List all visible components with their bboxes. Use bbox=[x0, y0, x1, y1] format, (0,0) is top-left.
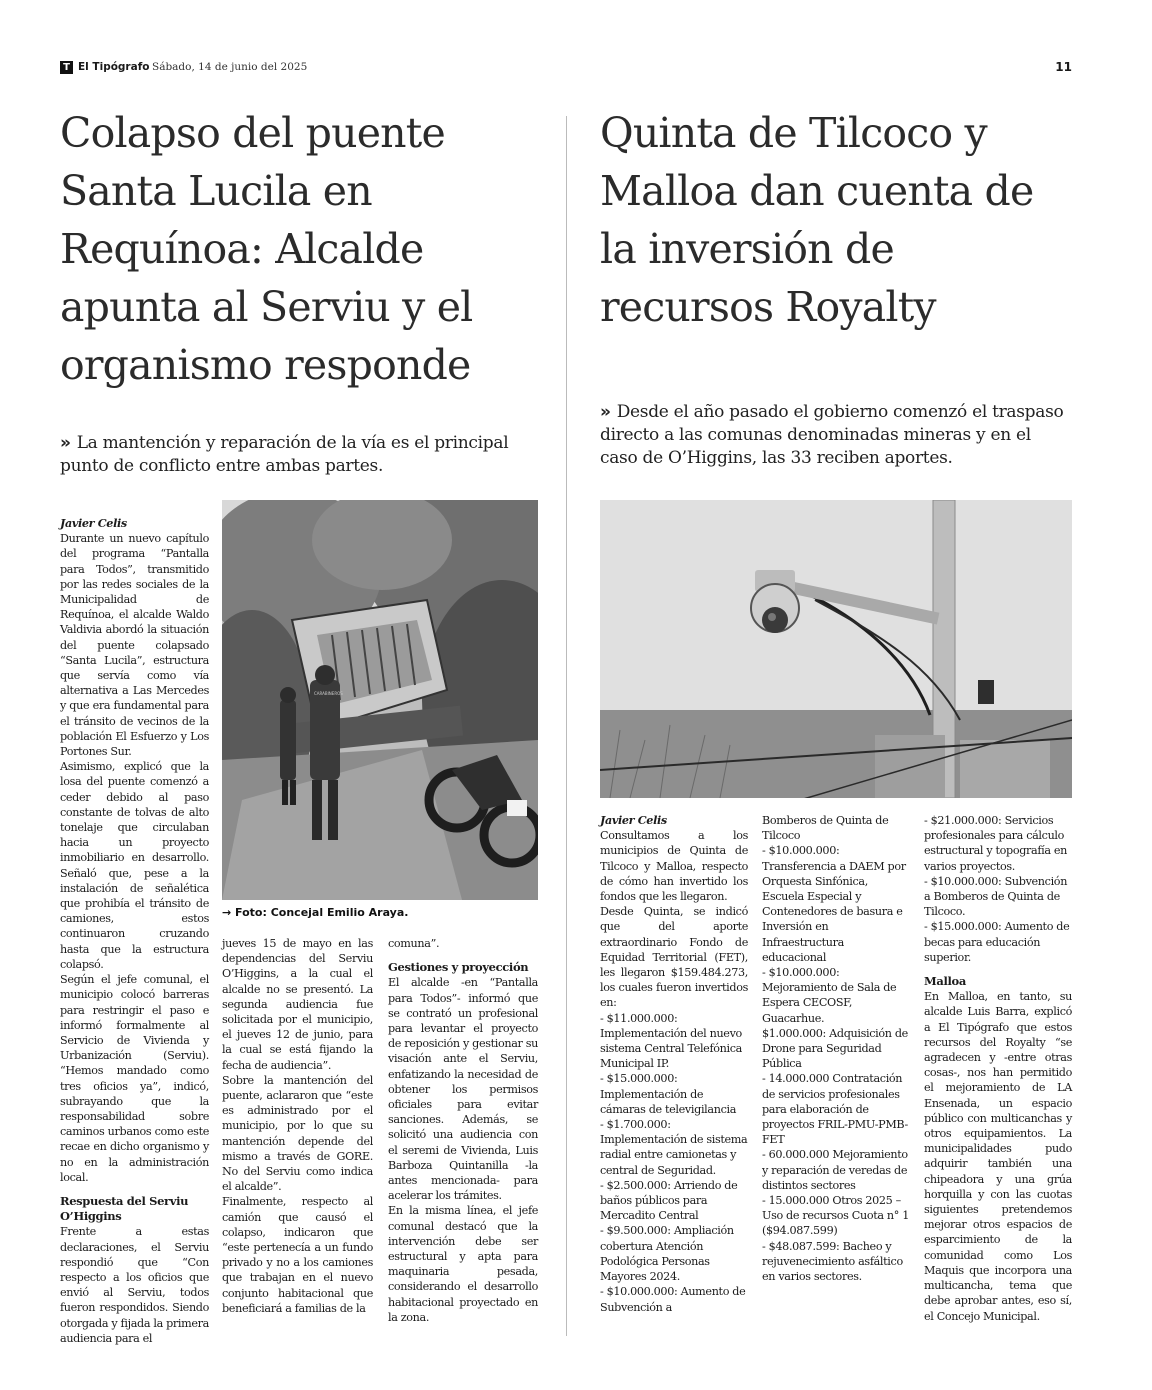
right-column-2 bbox=[762, 813, 910, 1284]
investment-item: - 15.000.000 Otros 2025 – Uso de recursos Cuota n° 1 ($94.087.599) bbox=[762, 1194, 909, 1238]
paragraph: Sobre la mantención del puente, aclararon que “este es administrado por el municipio, por lo que su mantención depende del mismo a través de GORE. No del Serviu como indica el alcalde”. bbox=[222, 1073, 373, 1194]
paragraph: Asimismo, explicó que la losa del puente comenzó a ceder debido al paso constante de tolvas de alto tonelaje que circulaban hacia un proyecto inmobiliario en desarrollo. Señaló que, pese a la instalación de señalética que prohibía el tránsito de camiones, estos continuaron cruzando hasta que la estructura colapsó. bbox=[60, 760, 209, 971]
investment-item: - $9.500.000: Ampliación cobertura Atención Podológica Personas Mayores 2024. bbox=[600, 1224, 734, 1284]
right-deck bbox=[600, 401, 1072, 470]
investment-item: - 60.000.000 Mejoramiento y reparación de veredas de distintos sectores bbox=[762, 1148, 908, 1192]
paragraph: Finalmente, respecto al camión que causó el colapso, indicaron que “este pertenecía a un fundo privado y no a los camiones que trabajan en el nuevo conjunto habitacional que beneficiará a familias de la bbox=[222, 1195, 373, 1315]
issue-date: Sábado, 14 de junio del 2025 bbox=[152, 61, 308, 73]
bridge-collapse-photo bbox=[222, 500, 538, 900]
left-deck bbox=[60, 432, 535, 478]
deck-marker-icon: » bbox=[60, 433, 71, 453]
left-deck-text: La mantención y reparación de la vía es el principal punto de conflicto entre ambas partes. bbox=[60, 433, 509, 476]
investment-item: - $10.000.000: Aumento de Subvención a bbox=[600, 1285, 746, 1314]
paragraph: Frente a estas declaraciones, el Serviu respondió que “Con respecto a los oficios que envió al Serviu, todos fueron respondidos. Siendo otorgada y fijada la primera audiencia para el bbox=[60, 1225, 209, 1345]
right-deck-text: Desde el año pasado el gobierno comenzó el traspaso directo a las comunas denominadas mineras y en el caso de O’Higgins, las 33 reciben aportes. bbox=[600, 402, 1064, 468]
investment-item: - $11.000.000: Implementación del nuevo sistema Central Telefónica Municipal IP. bbox=[600, 1011, 742, 1071]
paragraph: Según el jefe comunal, el municipio colocó barreras para restringir el paso e informó formalmente al Servicio de Vivienda y Urbanización (Serviu). “Hemos mandado como tres oficios ya”, indicó, subrayando que la responsabilidad sobre caminos urbanos como este recae en dicho organismo y no en la administración local. bbox=[60, 973, 209, 1184]
investment-item: - $15.000.000: Aumento de becas para educación superior. bbox=[924, 920, 1070, 964]
investment-item: - $10.000.000: Transferencia a DAEM por Orquesta Sinfónica, Escuela Especial y Contenedores de basura e Inversión en Infraestructura educacional bbox=[762, 844, 906, 964]
deck-marker-icon: » bbox=[600, 402, 611, 422]
publication-logo-icon: T bbox=[60, 61, 73, 74]
paragraph: Consultamos a los municipios de Quinta de Tilcoco y Malloa, respecto de cómo han invertido los fondos que les llegaron. bbox=[600, 829, 748, 904]
investment-item: - $21.000.000: Servicios profesionales para cálculo estructural y topografía en varios proyectos. bbox=[924, 814, 1068, 873]
investment-item: - $1.700.000: Implementación de sistema radial entre camionetas y central de Seguridad. bbox=[600, 1118, 748, 1177]
right-column-1 bbox=[600, 813, 748, 1315]
investment-item: - $10.000.000: Subvención a Bomberos de Quinta de Tilcoco. bbox=[924, 874, 1068, 919]
paragraph: Desde Quinta, se indicó que del aporte extraordinario Fondo de Equidad Territorial (FET), les llegaron $159.484.273, los cuales fueron invertidos en: bbox=[600, 905, 748, 1010]
page-number: 11 bbox=[1055, 60, 1072, 74]
right-byline: Javier Celis bbox=[600, 813, 667, 827]
subhead-management: Gestiones y proyección bbox=[388, 960, 529, 975]
paragraph: En la misma línea, el jefe comunal destacó que la intervención debe ser estructural y apta para maquinaria pesada, considerando el desarrollo habitacional proyectado en la zona. bbox=[388, 1204, 538, 1324]
subhead-malloa: Malloa bbox=[924, 974, 966, 989]
paragraph: jueves 15 de mayo en las dependencias del Serviu O’Higgins, a la cual el alcalde no se presentó. La segunda audiencia fue solicitada por el municipio, el jueves 12 de junio, para la cual se está fijando la fecha de audiencia”. bbox=[222, 937, 373, 1072]
paragraph: En Malloa, en tanto, su alcalde Luis Barra, explicó a El Tipógrafo que estos recursos del Royalty “se agradecen y -entre otras cosas-, nos han permitido el mejoramiento de LA Ensenada, un espacio público con multicanchas y otros equipamientos. La municipalidades pudo adquirir también una chipeadora y una grúa horquilla y con las cuotas siguientes pretendemos mejorar otros espacios de esparcimiento de la comunidad como Los Maquis que incorpora una multicancha, tema que debe aprobar antes, eso sí, el Concejo Municipal. bbox=[924, 990, 1072, 1323]
investment-item: - $48.087.599: Bacheo y rejuvenecimiento asfáltico en varios sectores. bbox=[762, 1239, 903, 1284]
publication-name: El Tipógrafo bbox=[78, 61, 150, 73]
subhead-serviu-response: Respuesta del Serviu O’Higgins bbox=[60, 1193, 189, 1224]
right-column-3 bbox=[924, 813, 1072, 1324]
paragraph: El alcalde -en “Pantalla para Todos”- informó que se contrató un profesional para levantar el proyecto de reposición y gestionar su visación ante el Serviu, enfatizando la necesidad de obtener los permisos oficiales para evitar sanciones. Además, se solicitó una audiencia con el seremi de Vivienda, Luis Barboza Quintanilla -la antes mencionada- para acelerar los trámites. bbox=[388, 976, 538, 1203]
surveillance-camera-illustration bbox=[600, 500, 1072, 798]
left-headline: Colapso del puente Santa Lucila en Requínoa: Alcalde apunta al Serviu y el organismo responde bbox=[60, 109, 473, 389]
investment-item: - $10.000.000: Mejoramiento de Sala de Espera CECOSF, Guacarhue. bbox=[762, 966, 897, 1025]
paragraph: Durante un nuevo capítulo del programa “Pantalla para Todos”, transmitido por las redes sociales de la Municipalidad de Requínoa, el alcalde Waldo Valdivia abordó la situación del puente colapsado “Santa Lucila”, estructura que servía como vía alternativa a Las Mercedes y que era fundamental para el tránsito de vecinos de la población El Esfuerzo y Los Portones Sur. bbox=[60, 532, 209, 759]
investment-item: - 14.000.000 Contratación de servicios profesionales para elaboración de proyectos FRIL-PMU-PMB-FET bbox=[762, 1072, 908, 1147]
left-byline: Javier Celis bbox=[60, 516, 127, 530]
investment-item: - $2.500.000: Arriendo de baños públicos para Mercadito Central bbox=[600, 1178, 738, 1223]
investment-item: $1.000.000: Adquisición de Drone para Seguridad Pública bbox=[762, 1026, 908, 1071]
surveillance-camera-photo bbox=[600, 500, 1072, 798]
left-column-3 bbox=[388, 936, 538, 1325]
investment-item: - $15.000.000: Implementación de cámaras de televigilancia bbox=[600, 1072, 737, 1116]
bridge-collapse-illustration bbox=[222, 500, 538, 900]
column-divider bbox=[566, 116, 567, 1336]
investment-item: Bomberos de Quinta de Tilcoco bbox=[762, 814, 889, 843]
photo-caption: → Foto: Concejal Emilio Araya. bbox=[222, 906, 409, 919]
vest-label: CARABINEROS bbox=[314, 691, 343, 696]
left-column-2 bbox=[222, 936, 373, 1316]
right-headline: Quinta de Tilcoco y Malloa dan cuenta de la inversión de recursos Royalty bbox=[600, 109, 1034, 331]
paragraph: comuna”. bbox=[388, 937, 440, 950]
left-column-1 bbox=[60, 516, 209, 1346]
page-header bbox=[60, 60, 1072, 78]
